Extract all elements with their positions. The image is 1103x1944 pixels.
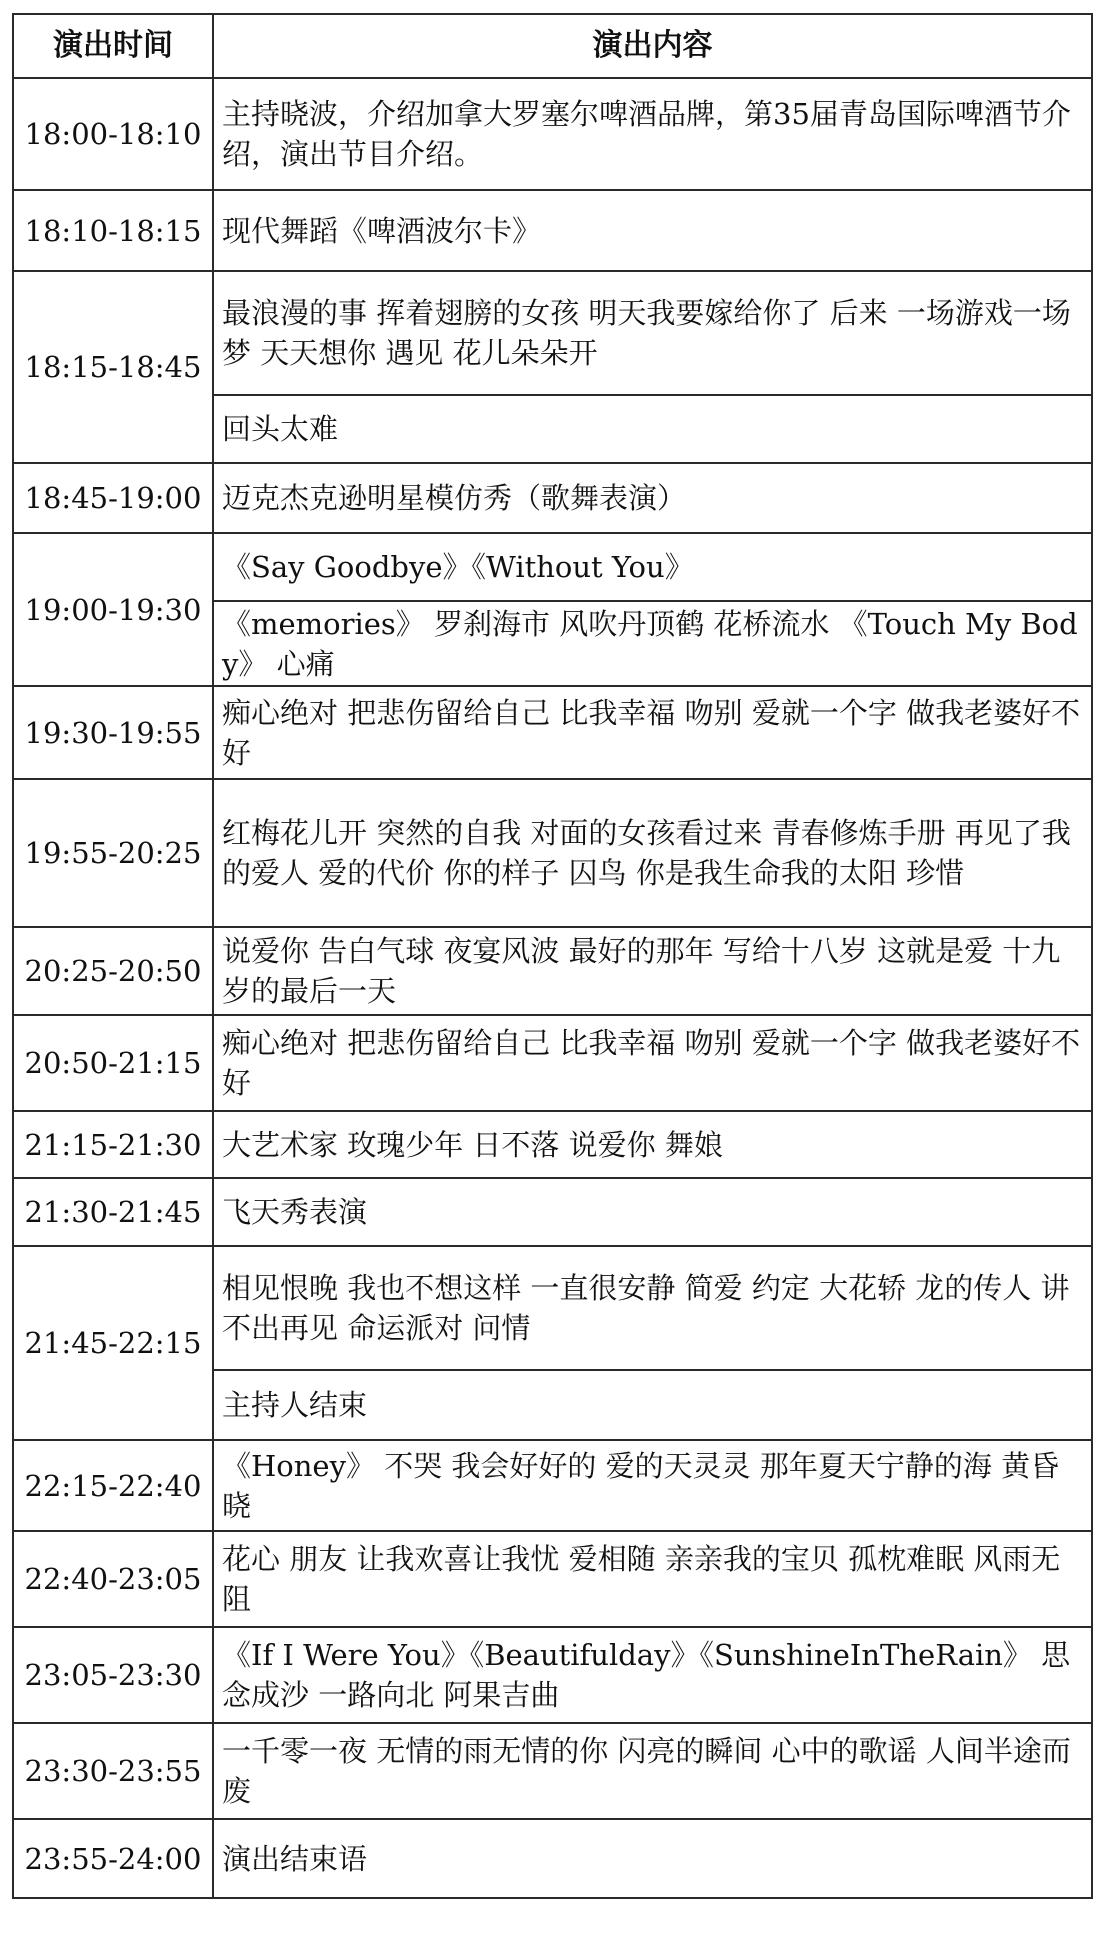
table-row xyxy=(13,1246,1092,1370)
table-row xyxy=(13,1440,1092,1531)
program-content: 《Honey》 不哭 我会好好的 爱的天灵灵 那年夏天宁静的海 黄昏晓 xyxy=(213,1440,1092,1531)
program-content: 相见恨晚 我也不想这样 一直很安静 简爱 约定 大花轿 龙的传人 讲不出再见 命运派对 问情 xyxy=(213,1246,1092,1370)
time-slot: 19:00-19:30 xyxy=(13,533,213,686)
program-content: 《If I Were You》《Beautifulday》《SunshineInTheRain》 思念成沙 一路向北 阿果吉曲 xyxy=(213,1627,1092,1723)
table-row xyxy=(13,686,1092,779)
program-content: 主持晓波，介绍加拿大罗塞尔啤酒品牌，第35届青岛国际啤酒节介绍，演出节目介绍。 xyxy=(213,78,1092,190)
table-row xyxy=(13,271,1092,395)
table-row xyxy=(13,1178,1092,1246)
time-slot: 18:00-18:10 xyxy=(13,78,213,190)
time-slot: 21:15-21:30 xyxy=(13,1111,213,1178)
time-slot: 20:50-21:15 xyxy=(13,1015,213,1111)
time-slot: 19:30-19:55 xyxy=(13,686,213,779)
table-row xyxy=(13,463,1092,533)
program-content: 一千零一夜 无情的雨无情的你 闪亮的瞬间 心中的歌谣 人间半途而废 xyxy=(213,1723,1092,1819)
table-row xyxy=(13,1111,1092,1178)
time-slot: 21:45-22:15 xyxy=(13,1246,213,1440)
program-content: 飞天秀表演 xyxy=(213,1178,1092,1246)
table-row xyxy=(13,1531,1092,1627)
header-content: 演出内容 xyxy=(213,14,1092,78)
program-content: 痴心绝对 把悲伤留给自己 比我幸福 吻别 爱就一个字 做我老婆好不好 xyxy=(213,686,1092,779)
program-content: 主持人结束 xyxy=(213,1370,1092,1440)
table-row xyxy=(13,927,1092,1015)
program-content: 大艺术家 玫瑰少年 日不落 说爱你 舞娘 xyxy=(213,1111,1092,1178)
time-slot: 22:40-23:05 xyxy=(13,1531,213,1627)
program-content: 回头太难 xyxy=(213,395,1092,463)
program-content: 最浪漫的事 挥着翅膀的女孩 明天我要嫁给你了 后来 一场游戏一场梦 天天想你 遇见 花儿朵朵开 xyxy=(213,271,1092,395)
program-content: 《Say Goodbye》《Without You》 xyxy=(213,533,1092,601)
table-row xyxy=(13,779,1092,927)
table-row xyxy=(13,1723,1092,1819)
table-row xyxy=(13,1819,1092,1898)
header-time: 演出时间 xyxy=(13,14,213,78)
table-header-row xyxy=(13,14,1092,78)
time-slot: 18:10-18:15 xyxy=(13,190,213,271)
time-slot: 19:55-20:25 xyxy=(13,779,213,927)
table-row xyxy=(13,1627,1092,1723)
program-content: 现代舞蹈《啤酒波尔卡》 xyxy=(213,190,1092,271)
time-slot: 20:25-20:50 xyxy=(13,927,213,1015)
time-slot: 23:05-23:30 xyxy=(13,1627,213,1723)
time-slot: 21:30-21:45 xyxy=(13,1178,213,1246)
table-row xyxy=(13,533,1092,601)
program-content: 迈克杰克逊明星模仿秀（歌舞表演） xyxy=(213,463,1092,533)
table-row xyxy=(13,78,1092,190)
time-slot: 23:30-23:55 xyxy=(13,1723,213,1819)
time-slot: 22:15-22:40 xyxy=(13,1440,213,1531)
table-row xyxy=(13,190,1092,271)
program-content: 痴心绝对 把悲伤留给自己 比我幸福 吻别 爱就一个字 做我老婆好不好 xyxy=(213,1015,1092,1111)
program-content: 红梅花儿开 突然的自我 对面的女孩看过来 青春修炼手册 再见了我的爱人 爱的代价 你的样子 囚鸟 你是我生命我的太阳 珍惜 xyxy=(213,779,1092,927)
program-content: 《memories》 罗刹海市 风吹丹顶鹤 花桥流水 《Touch My Body》 心痛 xyxy=(213,601,1092,686)
program-content: 演出结束语 xyxy=(213,1819,1092,1898)
performance-schedule-table xyxy=(12,13,1093,1899)
program-content: 花心 朋友 让我欢喜让我忧 爱相随 亲亲我的宝贝 孤枕难眠 风雨无阻 xyxy=(213,1531,1092,1627)
time-slot: 23:55-24:00 xyxy=(13,1819,213,1898)
time-slot: 18:45-19:00 xyxy=(13,463,213,533)
time-slot: 18:15-18:45 xyxy=(13,271,213,463)
table-row xyxy=(13,1015,1092,1111)
program-content: 说爱你 告白气球 夜宴风波 最好的那年 写给十八岁 这就是爱 十九岁的最后一天 xyxy=(213,927,1092,1015)
